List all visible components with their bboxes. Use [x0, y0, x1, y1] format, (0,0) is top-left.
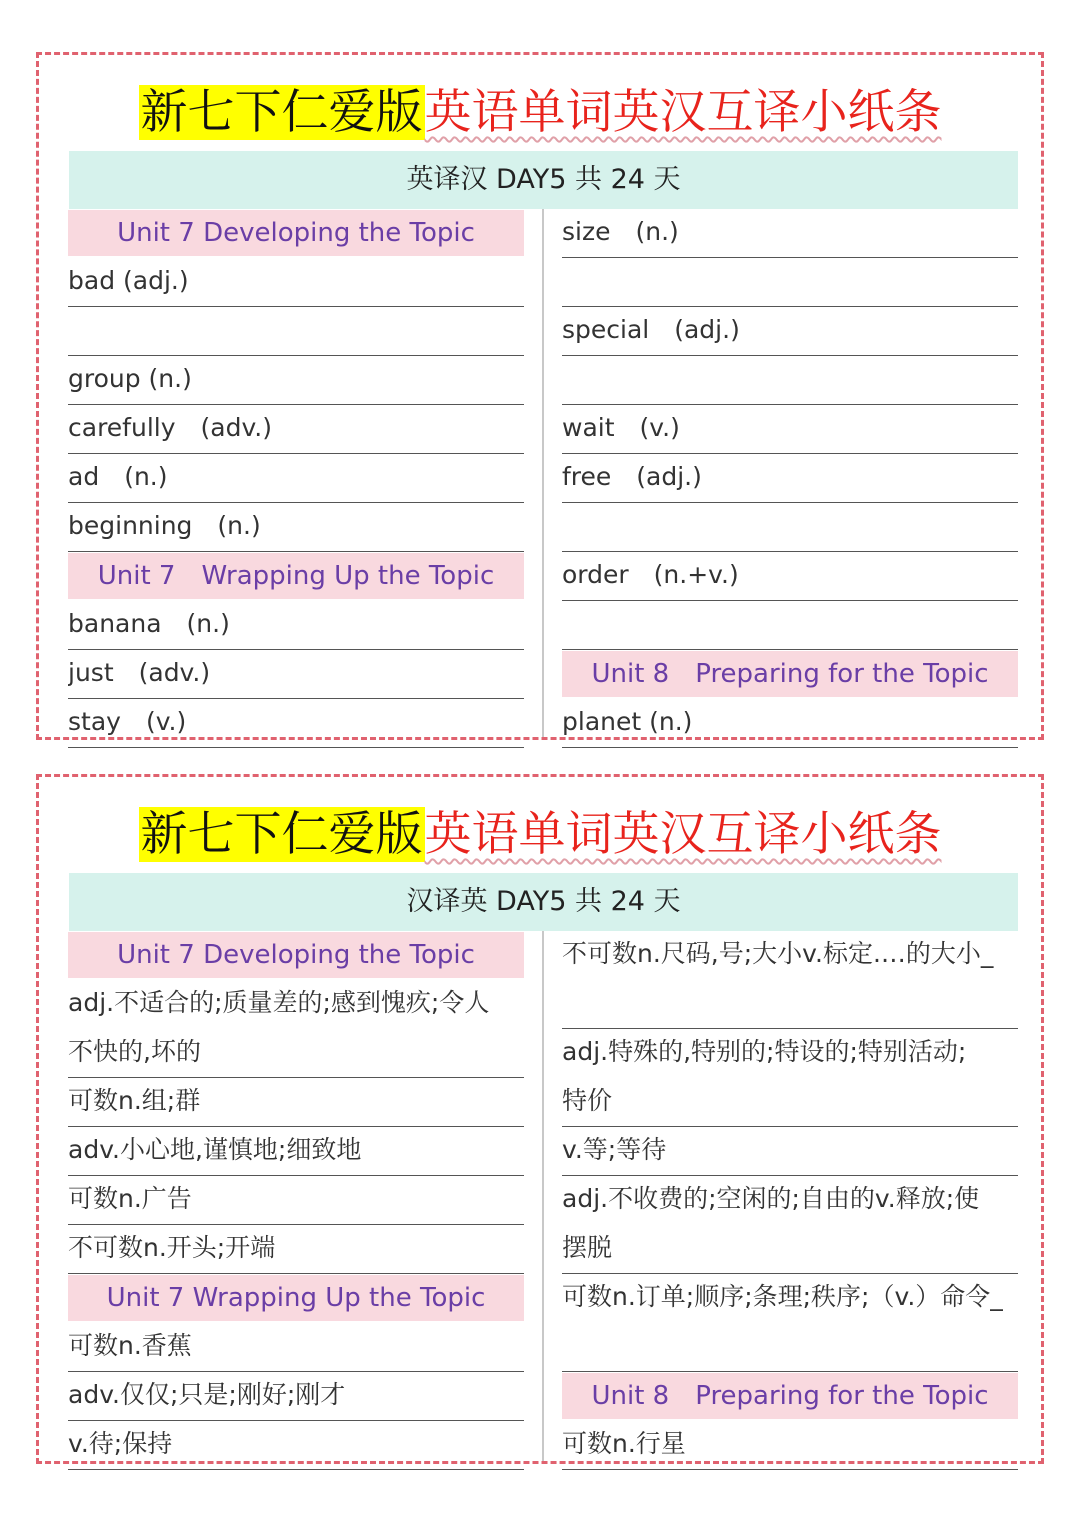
vocab-entry: bad (adj.)	[68, 258, 524, 307]
right-column	[562, 931, 1018, 1470]
title-highlight: 新七下仁爱版	[140, 807, 423, 862]
vocab-entry: 可数n.组;群	[68, 1078, 524, 1127]
right-column	[562, 209, 1018, 748]
left-column	[68, 209, 524, 748]
entry-text: 可数n.订单;顺序;条理;秩序;（v.）命令_	[562, 1282, 1003, 1311]
vocab-entry: carefully (adv.)	[68, 405, 524, 454]
unit-heading: Unit 7 Developing the Topic	[68, 210, 524, 256]
column-divider	[542, 209, 544, 737]
blank-answer-line	[562, 980, 1018, 1029]
entry-text: 不可数n.尺码,号;大小v.标定.…的大小_	[562, 939, 994, 968]
vocab-entry: wait (v.)	[562, 405, 1018, 454]
title-highlight: 新七下仁爱版	[140, 85, 423, 140]
blank-answer-line	[562, 356, 1018, 405]
english-to-chinese-card	[36, 52, 1044, 740]
entry-text: adj.特殊的,特别的;特设的;特别活动;	[562, 1037, 967, 1066]
blank-answer-line	[68, 307, 524, 356]
vocab-entry: beginning (n.)	[68, 503, 524, 552]
entry-text: adj.不收费的;空闲的;自由的v.释放;使	[562, 1184, 980, 1213]
left-column	[68, 931, 524, 1470]
vocab-entry: 不快的,坏的	[68, 1029, 524, 1078]
vocab-entry: 特价	[562, 1078, 1018, 1127]
vocab-entry: free (adj.)	[562, 454, 1018, 503]
vocab-entry: planet (n.)	[562, 699, 1018, 748]
vocab-entry: 可数n.香蕉	[68, 1323, 524, 1372]
day-label-bar: 汉译英 DAY5 共 24 天	[69, 873, 1018, 931]
vocab-entry: stay (v.)	[68, 699, 524, 748]
vocab-entry: 可数n.行星	[562, 1421, 1018, 1470]
card-title	[39, 799, 1041, 871]
vocab-entry: group (n.)	[68, 356, 524, 405]
vocab-entry: order (n.+v.)	[562, 552, 1018, 601]
card-title	[39, 77, 1041, 149]
unit-heading: Unit 8 Preparing for the Topic	[562, 1373, 1018, 1419]
entry-text: adj.不适合的;质量差的;感到愧疚;令人	[68, 988, 490, 1017]
vocab-entry: v.等;等待	[562, 1127, 1018, 1176]
unit-heading: Unit 8 Preparing for the Topic	[562, 651, 1018, 697]
vocab-entry: 不可数n.开头;开端	[68, 1225, 524, 1274]
vocab-entry: adv.仅仅;只是;刚好;刚才	[68, 1372, 524, 1421]
blank-answer-line	[562, 503, 1018, 552]
vocab-entry: size (n.)	[562, 209, 1018, 258]
blank-answer-line	[562, 1323, 1018, 1372]
title-red: 英语单词英汉互译小纸条	[424, 807, 942, 862]
unit-heading: Unit 7 Wrapping Up the Topic	[68, 1275, 524, 1321]
vocab-entry: 可数n.广告	[68, 1176, 524, 1225]
unit-heading: Unit 7 Developing the Topic	[68, 932, 524, 978]
chinese-to-english-card	[36, 774, 1044, 1464]
vocab-entry: just (adv.)	[68, 650, 524, 699]
title-red: 英语单词英汉互译小纸条	[424, 85, 942, 140]
vocab-entry: ad (n.)	[68, 454, 524, 503]
vocab-entry: 摆脱	[562, 1225, 1018, 1274]
blank-answer-line	[562, 258, 1018, 307]
vocab-entry: banana (n.)	[68, 601, 524, 650]
unit-heading: Unit 7 Wrapping Up the Topic	[68, 553, 524, 599]
column-divider	[542, 931, 544, 1461]
vocab-entry: adv.小心地,谨慎地;细致地	[68, 1127, 524, 1176]
blank-answer-line	[562, 601, 1018, 650]
vocab-entry: v.待;保持	[68, 1421, 524, 1470]
day-label-bar: 英译汉 DAY5 共 24 天	[69, 151, 1018, 209]
vocab-entry: special (adj.)	[562, 307, 1018, 356]
